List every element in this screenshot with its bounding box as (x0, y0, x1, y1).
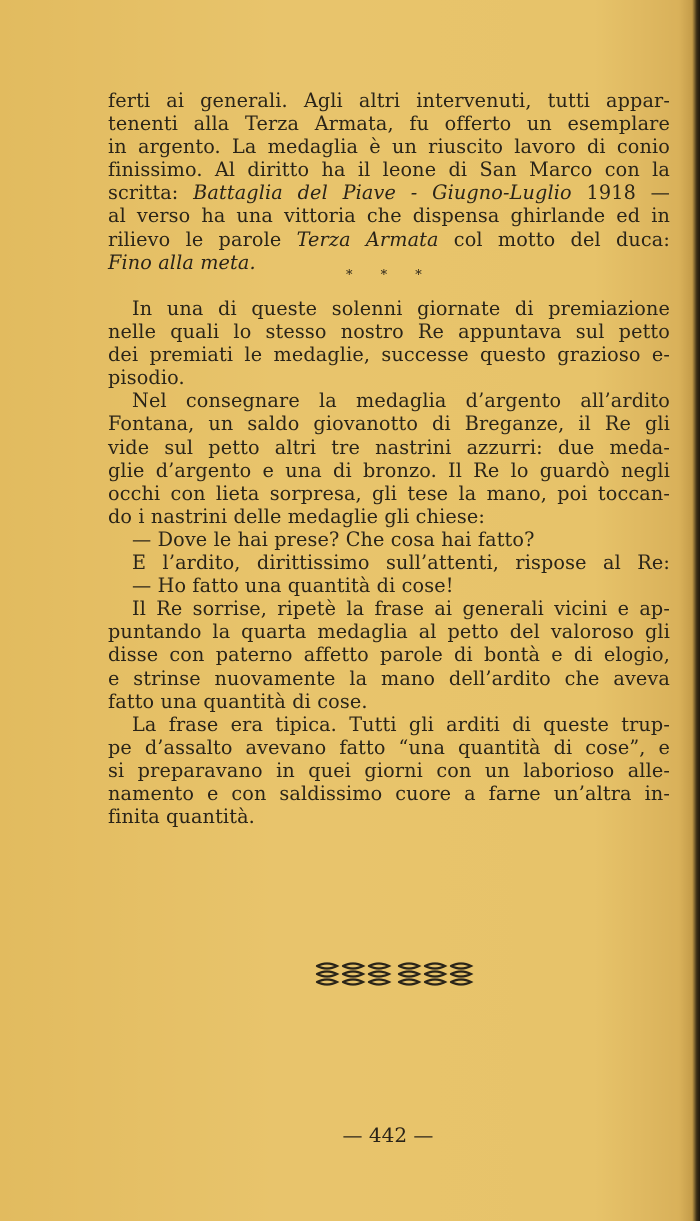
text-line: fatto una quantità di cose. (108, 689, 368, 713)
paragraph-anecdote (108, 297, 670, 828)
text-line: In una di queste solenni giornate di premiazione (132, 297, 670, 320)
text-line: namento e con saldissimo cuore a farne un’altra in- (108, 781, 670, 805)
page-number: — 442 — (342, 1123, 434, 1147)
italic-motto: Fino alla meta. (108, 250, 256, 274)
text-line: tenenti alla Terza Armata, fu offerto un esemplare (108, 112, 670, 136)
italic-words: Terza Armata (296, 227, 439, 251)
section-separator: * * * (346, 268, 434, 283)
text-line: nelle quali lo stesso nostro Re appuntava sul petto (108, 320, 670, 344)
text-line: vide sul petto altri tre nastrini azzurri: due meda- (108, 435, 670, 459)
text-line: puntando la quarta medaglia al petto del valoroso gli (108, 620, 670, 644)
text-line: Nel consegnare la medaglia d’argento all’ardito (132, 389, 670, 413)
text-fragment: rilievo le parole (108, 227, 297, 251)
text-line: occhi con lieta sorpresa, gli tese la mano, poi toccan- (108, 481, 670, 505)
text-line: dei premiati le medaglie, successe questo grazioso e- (108, 343, 670, 367)
text-line: finissimo. Al diritto ha il leone di San Marco con la (108, 158, 670, 182)
text-line: ferti ai generali. Agli altri intervenuti, tutti appar- (108, 89, 670, 112)
text-line: disse con paterno affetto parole di bontà e di elogio, (108, 643, 670, 667)
ornament-icon (313, 958, 475, 990)
text-line (108, 228, 670, 251)
text-line: Fontana, un saldo giovanotto di Breganze, il Re gli (108, 412, 670, 436)
text-line: — Dove le hai prese? Che cosa hai fatto? (132, 527, 535, 551)
text-line: La frase era tipica. Tutti gli arditi di queste trup- (132, 712, 670, 736)
text-line (108, 181, 670, 204)
text-line: si preparavano in quei giorni con un laborioso alle- (108, 758, 670, 782)
text-line: pe d’assalto avevano fatto “una quantità di cose”, e (108, 735, 670, 759)
text-line: al verso ha una vittoria che dispensa ghirlande ed in (108, 204, 670, 228)
text-line: in argento. La medaglia è un riuscito lavoro di conio (108, 135, 670, 159)
text-line: Il Re sorrise, ripetè la frase ai generali vicini e ap- (132, 597, 670, 621)
text-line: pisodio. (108, 366, 185, 390)
text-fragment: scritta: (108, 181, 194, 205)
text-line: glie d’argento e una di bronzo. Il Re lo guardò negli (108, 458, 670, 482)
text-fragment: col motto del duca: (438, 227, 670, 251)
paragraph-medal-description (108, 89, 670, 274)
italic-inscription: Battaglia del Piave - Giugno-Luglio (193, 181, 572, 205)
text-line: — Ho fatto una quantità di cose! (132, 574, 454, 598)
text-fragment: 1918 — (571, 181, 670, 205)
text-line: finita quantità. (108, 805, 255, 829)
text-line: do i nastrini delle medaglie gli chiese: (108, 504, 485, 528)
text-line: e strinse nuovamente la mano dell’ardito che aveva (108, 666, 670, 690)
text-line: E l’ardito, dirittissimo sull’attenti, rispose al Re: (132, 551, 670, 575)
page-edge (692, 0, 700, 1221)
